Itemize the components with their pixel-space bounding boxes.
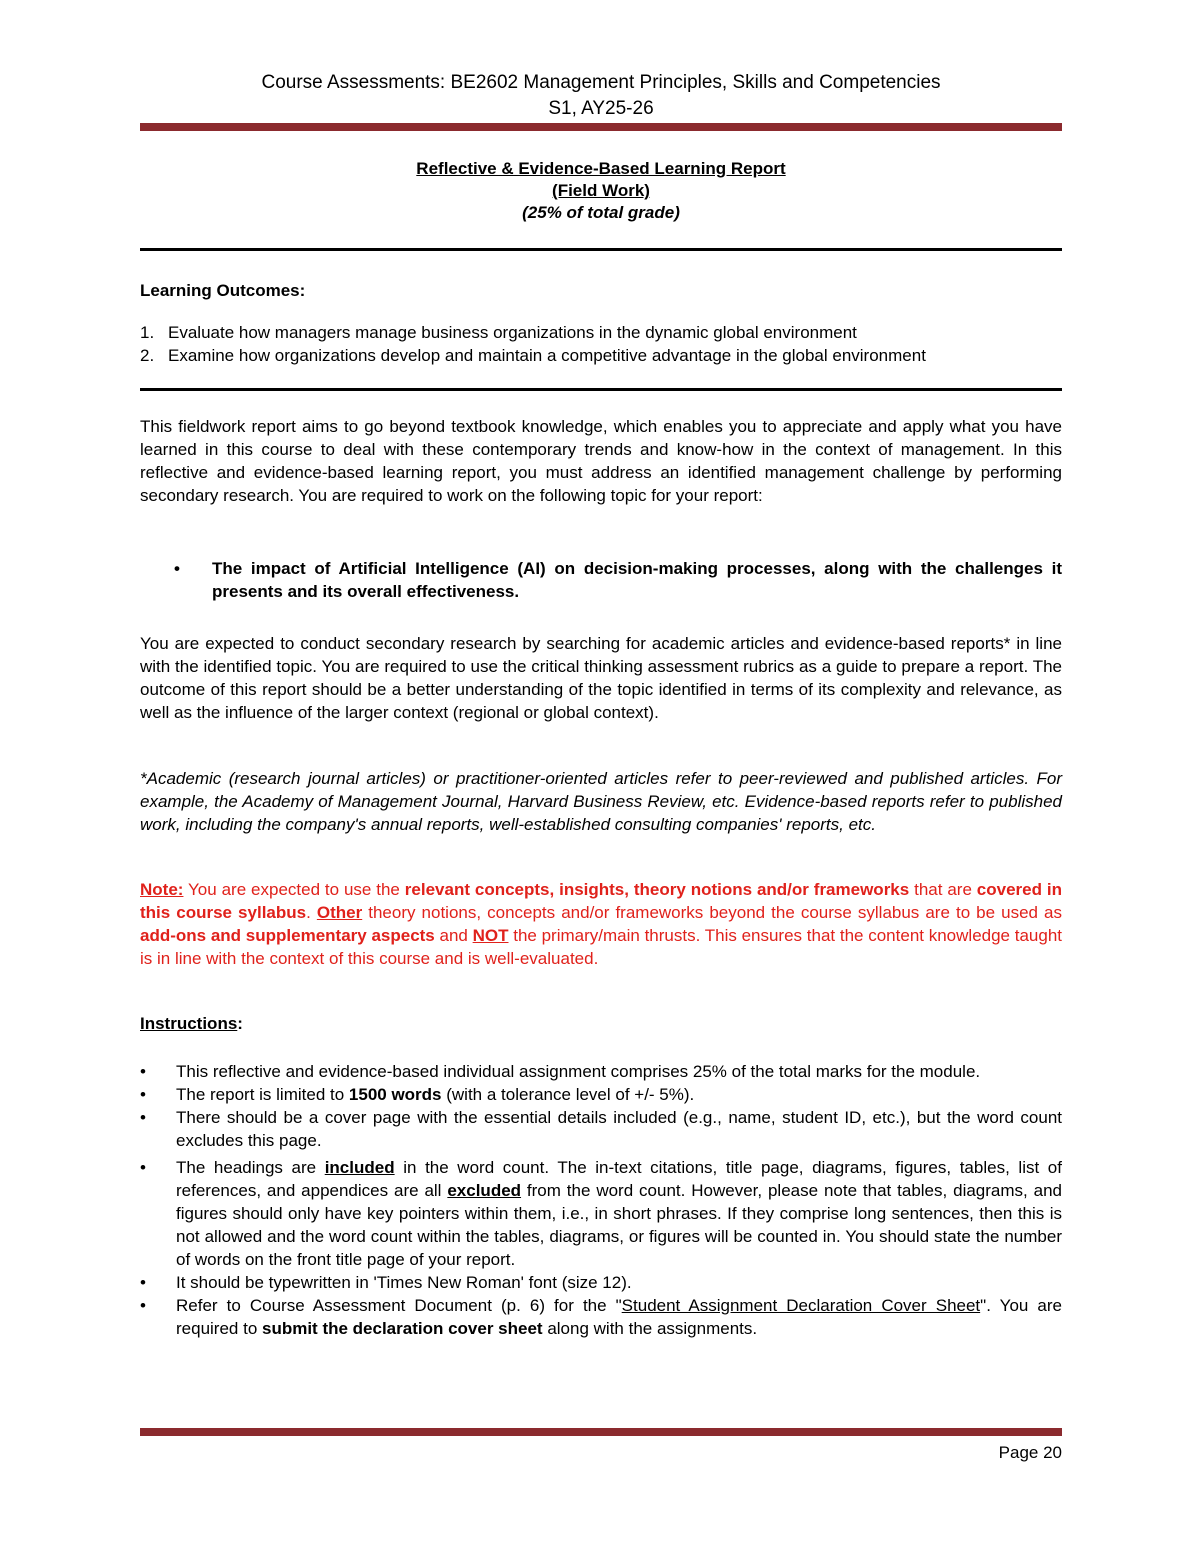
bullet-icon: •: [140, 1108, 146, 1127]
instructions-list: [140, 1060, 1062, 1340]
list-text: Evaluate how managers manage business organizations in the dynamic global environment: [168, 323, 857, 342]
topic-text: The impact of Artificial Intelligence (AI) on decision-making processes, along with the challenges it presents and its overall effectiveness.: [212, 559, 1062, 601]
bullet-icon: •: [140, 1158, 146, 1177]
header-semester: S1, AY25-26: [548, 98, 654, 119]
bullet-icon: •: [140, 1085, 146, 1104]
report-topic: [174, 557, 1062, 603]
report-title: Reflective & Evidence-Based Learning Report: [416, 159, 786, 178]
list-item: [140, 1106, 1062, 1152]
intro-paragraph: This fieldwork report aims to go beyond textbook knowledge, which enables you to appreciate and apply what you have learned in this course to deal with these contemporary trends and know-how in the context of management. In this reflective and evidence-based learning report, you must address an identified management challenge by performing secondary research. You are required to work on the following topic for your report:: [140, 417, 1062, 505]
list-text: The headings are: [176, 1158, 325, 1177]
list-text: Examine how organizations develop and maintain a competitive advantage in the global environment: [168, 346, 926, 365]
list-item: [140, 344, 1062, 367]
list-number: 2.: [140, 346, 155, 365]
list-number: 1.: [140, 323, 155, 342]
page-number: Page 20: [998, 1443, 1062, 1462]
list-emphasis: excluded: [447, 1181, 522, 1200]
learning-outcomes-heading: Learning Outcomes:: [140, 281, 306, 300]
list-item: [140, 1083, 1062, 1106]
bullet-icon: •: [140, 1273, 146, 1292]
instructions-heading-text: Instructions: [140, 1014, 238, 1033]
instructions-heading: [140, 1014, 243, 1034]
list-item: [140, 1156, 1062, 1271]
note-text: and: [434, 926, 473, 945]
list-text: This reflective and evidence-based individual assignment comprises 25% of the total marks for the module.: [176, 1062, 981, 1081]
list-emphasis: included: [324, 1158, 395, 1177]
note-text: You are expected to use the: [183, 880, 405, 899]
bullet-icon: •: [174, 559, 180, 578]
list-text: There should be a cover page with the essential details included (e.g., name, student ID, etc.), but the word count excludes this page.: [176, 1108, 1062, 1150]
list-text: The report is limited to: [176, 1085, 349, 1104]
note-emphasis: relevant concepts, insights, theory notions and/or frameworks: [404, 880, 910, 899]
note-text: that are: [909, 880, 977, 899]
list-text: Refer to Course Assessment Document (p. 6) for the ": [176, 1296, 622, 1315]
list-emphasis: 1500 words: [348, 1085, 442, 1104]
list-item: [140, 1060, 1062, 1083]
note-emphasis: Other: [316, 903, 363, 922]
instructions-heading-colon: :: [237, 1014, 243, 1033]
report-title-block: [140, 158, 1062, 224]
title-divider: [140, 248, 1062, 251]
cover-sheet-reference: Student Assignment Declaration Cover Sheet: [621, 1296, 981, 1315]
note-emphasis: covered in this course syllabus: [140, 880, 1062, 922]
report-grade-weight: (25% of total grade): [522, 203, 680, 222]
list-text: It should be typewritten in 'Times New Roman' font (size 12).: [176, 1273, 632, 1292]
list-text: You are required to: [176, 1296, 1062, 1338]
learning-outcomes-list: [140, 321, 1062, 367]
note-label: Note:: [140, 880, 184, 899]
note-text: theory notions, concepts and/or frameworks beyond the course syllabus are to be used as: [362, 903, 1062, 922]
list-text: (with a tolerance level of +/- 5%).: [441, 1085, 695, 1104]
note-paragraph: [140, 878, 1062, 970]
list-text: from the word count. However, please note that tables, diagrams, and figures should only have key pointers within them, i.e., in short phrases. If they comprise long sentences, then this is not allowed and the word count within the tables, diagrams, or figures will be counted in. You should state the number of words on the front title page of your report.: [176, 1181, 1062, 1269]
list-item: [140, 321, 1062, 344]
list-text: ".: [980, 1296, 991, 1315]
list-text: along with the assignments.: [542, 1319, 758, 1338]
footer-divider: [140, 1428, 1062, 1436]
note-emphasis: add-ons and supplementary aspects: [140, 926, 435, 945]
running-header: [140, 70, 1062, 122]
outcomes-divider: [140, 388, 1062, 391]
note-text: the primary/main thrusts. This ensures that the content knowledge taught is in line with the context of this course and is well-evaluated.: [140, 926, 1063, 968]
research-paragraph: You are expected to conduct secondary research by searching for academic articles and evidence-based reports* in line with the identified topic. You are required to use the critical thinking assessment rubrics as a guide to prepare a report. The outcome of this report should be a better understanding of the topic identified in terms of its complexity and relevance, as well as the influence of the larger context (regional or global context).: [140, 634, 1062, 722]
list-emphasis: submit the declaration cover sheet: [262, 1319, 543, 1338]
header-course-title: Course Assessments: BE2602 Management Principles, Skills and Competencies: [261, 72, 941, 93]
list-text: in the word count. The in-text citations, title page, diagrams, figures, tables, list of references, and appendices are all: [176, 1158, 1062, 1200]
note-emphasis: NOT: [472, 926, 509, 945]
footnote-paragraph: *Academic (research journal articles) or practitioner-oriented articles refer to peer-reviewed and published articles. For example, the Academy of Management Journal, Harvard Business Review, etc. Evidence-based reports refer to published work, including the company's annual reports, well-established consulting companies' reports, etc.: [140, 769, 1062, 834]
report-subtitle: (Field Work): [552, 181, 650, 200]
list-item: [140, 1294, 1062, 1340]
header-divider: [140, 123, 1062, 131]
bullet-icon: •: [140, 1062, 146, 1081]
note-text: .: [306, 903, 317, 922]
bullet-icon: •: [140, 1296, 146, 1315]
list-item: [140, 1271, 1062, 1294]
